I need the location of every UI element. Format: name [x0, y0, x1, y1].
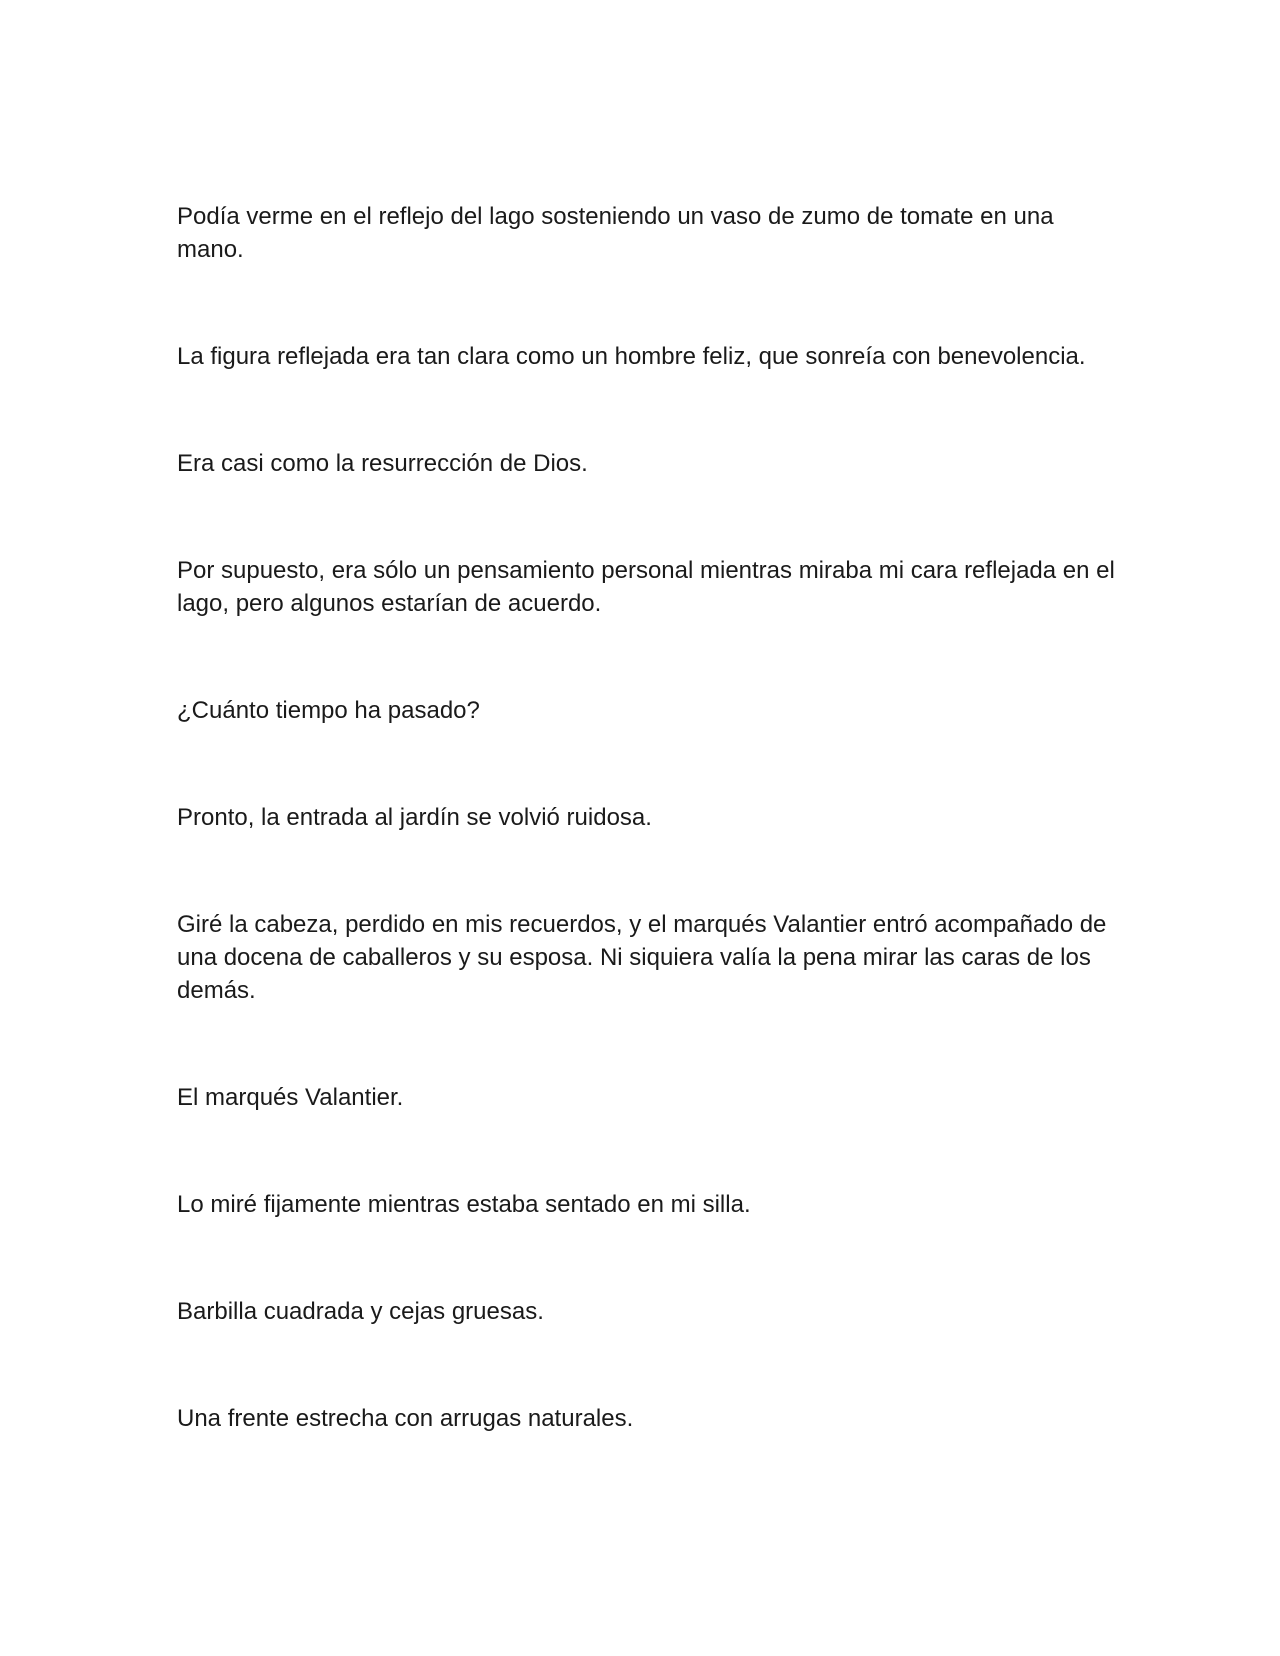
paragraph-7: Giré la cabeza, perdido en mis recuerdos, y el marqués Valantier entró acompañado de una docena de caballeros y su esposa. Ni siquiera valía la pena mirar las caras de los demás.	[177, 911, 1107, 1004]
document-body	[177, 200, 1117, 1509]
paragraph-3: Era casi como la resurrección de Dios.	[177, 450, 588, 477]
paragraph-5: ¿Cuánto tiempo ha pasado?	[177, 697, 480, 724]
paragraph-8: El marqués Valantier.	[177, 1084, 404, 1111]
paragraph-9: Lo miré fijamente mientras estaba sentado en mi silla.	[177, 1191, 751, 1218]
paragraph-1: Podía verme en el reflejo del lago sosteniendo un vaso de zumo de tomate en una mano.	[177, 203, 1054, 263]
paragraph-10: Barbilla cuadrada y cejas gruesas.	[177, 1298, 544, 1325]
paragraph-11: Una frente estrecha con arrugas naturales.	[177, 1405, 634, 1432]
paragraph-4: Por supuesto, era sólo un pensamiento personal mientras miraba mi cara reflejada en el lago, pero algunos estarían de acuerdo.	[177, 557, 1115, 617]
paragraph-2: La figura reflejada era tan clara como un hombre feliz, que sonreía con benevolencia.	[177, 343, 1086, 370]
paragraph-6: Pronto, la entrada al jardín se volvió ruidosa.	[177, 804, 652, 831]
